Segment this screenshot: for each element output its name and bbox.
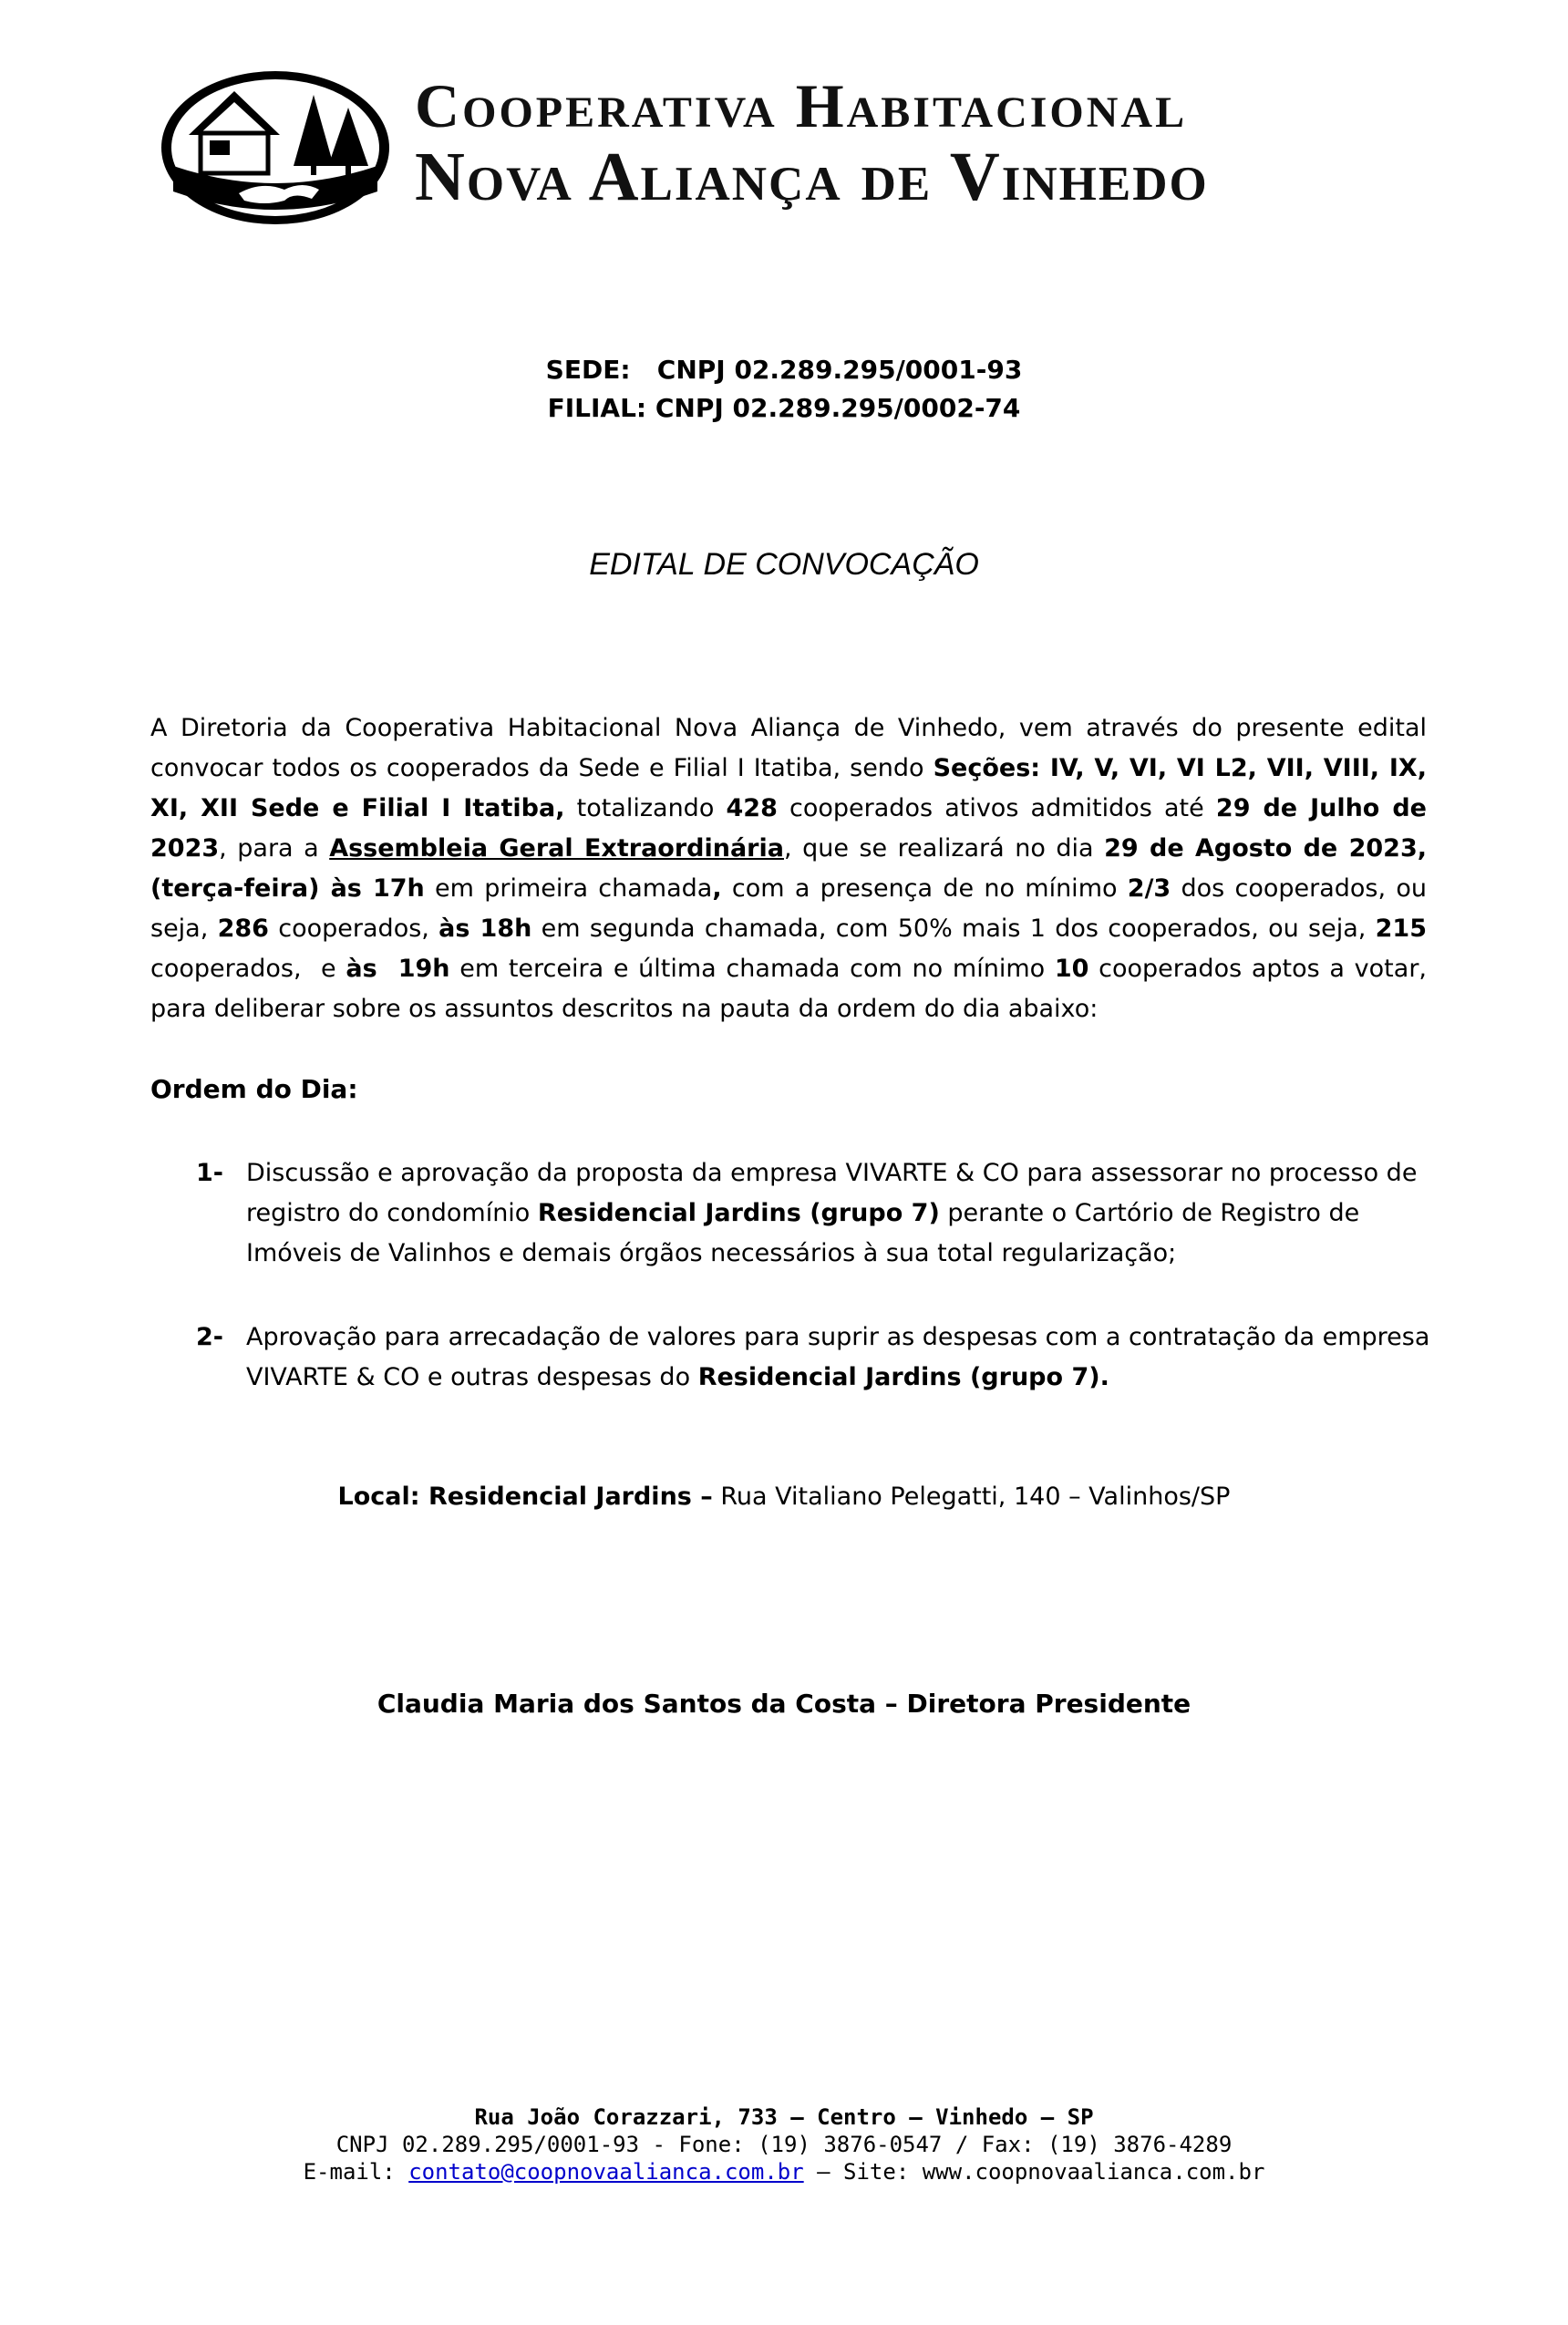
third-call-count: 10 [1054, 955, 1089, 983]
location-address: Rua Vitaliano Pelegatti, 140 – Valinhos/SP [712, 1483, 1231, 1511]
body-text: em primeira chamada [424, 874, 713, 903]
body-text: cooperados aptos a votar, para deliberar sobre os assuntos descritos na pauta da ordem do dia abaixo: [150, 955, 1427, 1023]
body-text: A Diretoria da Cooperativa Habitacional Nova Aliança de Vinhedo, vem através do presente edital convocar todos os cooperados da Sede e Filial I Itatiba, sendo [150, 714, 1427, 782]
footer-email-link[interactable]: contato@coopnovaalianca.com.br [408, 2159, 804, 2185]
agenda-item-number: 1- [196, 1159, 223, 1187]
body-text: totalizando [564, 794, 727, 822]
body-total-count: 428 [726, 794, 778, 822]
convocation-paragraph [150, 708, 1435, 1029]
cnpj-block [0, 351, 1568, 428]
agenda-heading: Ordem do Dia: [150, 1074, 358, 1104]
document-title: EDITAL DE CONVOCAÇÃO [589, 547, 979, 582]
cnpj-sede: SEDE: CNPJ 02.289.295/0001-93 [545, 355, 1023, 385]
body-sections: Seções: IV, V, VI, VI L2, VII, VIII, IX, XI, XII Sede e Filial I Itatiba, [150, 754, 1427, 822]
body-text: cooperados, e [150, 914, 1435, 983]
assembly-date: 29 de Agosto de 2023, (terça-feira) às 17h [150, 834, 1427, 903]
location-label: Local: Residencial Jardins – [337, 1483, 713, 1511]
body-text: com a presença de no mínimo [721, 874, 1128, 903]
assembly-name: Assembleia Geral Extraordinária [329, 834, 784, 863]
cnpj-filial: FILIAL: CNPJ 02.289.295/0002-74 [547, 393, 1021, 423]
body-text: , que se realizará no dia [783, 834, 1105, 863]
house-trees-handshake-logo [157, 64, 394, 228]
third-call-time: às 19h [346, 955, 450, 983]
body-text: dos cooperados, ou seja, [150, 874, 1427, 943]
footer-contact: CNPJ 02.289.295/0001-93 - Fone: (19) 3876-0547 / Fax: (19) 3876-4289 [335, 2132, 1233, 2157]
quorum-fraction: 2/3 [1127, 874, 1171, 903]
agenda-item-text: perante o Cartório de Registro de Imóveis de Valinhos e demais órgãos necessários à sua total regularização; [246, 1199, 1360, 1267]
body-text: em segunda chamada, com 50% mais 1 dos cooperados, ou seja, [531, 914, 1376, 943]
body-text: cooperados ativos admitidos até [777, 794, 1216, 822]
first-call-count: 286 [217, 914, 269, 943]
signature-line: Claudia Maria dos Santos da Costa – Diretora Presidente [377, 1689, 1191, 1719]
body-text: , para a [219, 834, 330, 863]
footer-web [0, 2158, 1568, 2186]
org-name-line2: Nova Aliança de Vinhedo [415, 139, 1209, 215]
agenda-item-text: Aprovação para arrecadação de valores para suprir as despesas com a contratação da empresa VIVARTE & CO e outras despesas do [246, 1323, 1430, 1391]
body-text: em terceira e última chamada com no mínimo [449, 955, 1055, 983]
footer-site: – Site: www.coopnovaalianca.com.br [803, 2159, 1265, 2185]
meeting-location [0, 1483, 1568, 1511]
organization-name [415, 71, 1491, 215]
second-call-time: às 18h [438, 914, 532, 943]
body-comma: , [712, 874, 722, 903]
body-text: cooperados, [268, 914, 439, 943]
footer-address: Rua João Corazzari, 733 – Centro – Vinhedo – SP [474, 2104, 1094, 2130]
agenda-list [196, 1153, 1436, 1398]
body-admission-date: 29 de Julho de 2023 [150, 794, 1427, 863]
agenda-item-text: Discussão e aprovação da proposta da empresa VIVARTE & CO para assessorar no processo de registro do condomínio [246, 1159, 1418, 1227]
agenda-item-emphasis: Residencial Jardins (grupo 7) [537, 1199, 940, 1227]
second-call-count: 215 [1375, 914, 1427, 943]
agenda-item-emphasis: Residencial Jardins (grupo 7). [697, 1363, 1109, 1391]
footer-email-label: E-mail: [303, 2159, 409, 2185]
org-name-line1: Cooperativa Habitacional [415, 71, 1188, 140]
agenda-item-number: 2- [196, 1323, 223, 1351]
agenda-item [196, 1153, 1436, 1274]
footer [0, 2103, 1568, 2186]
agenda-item [196, 1318, 1436, 1398]
